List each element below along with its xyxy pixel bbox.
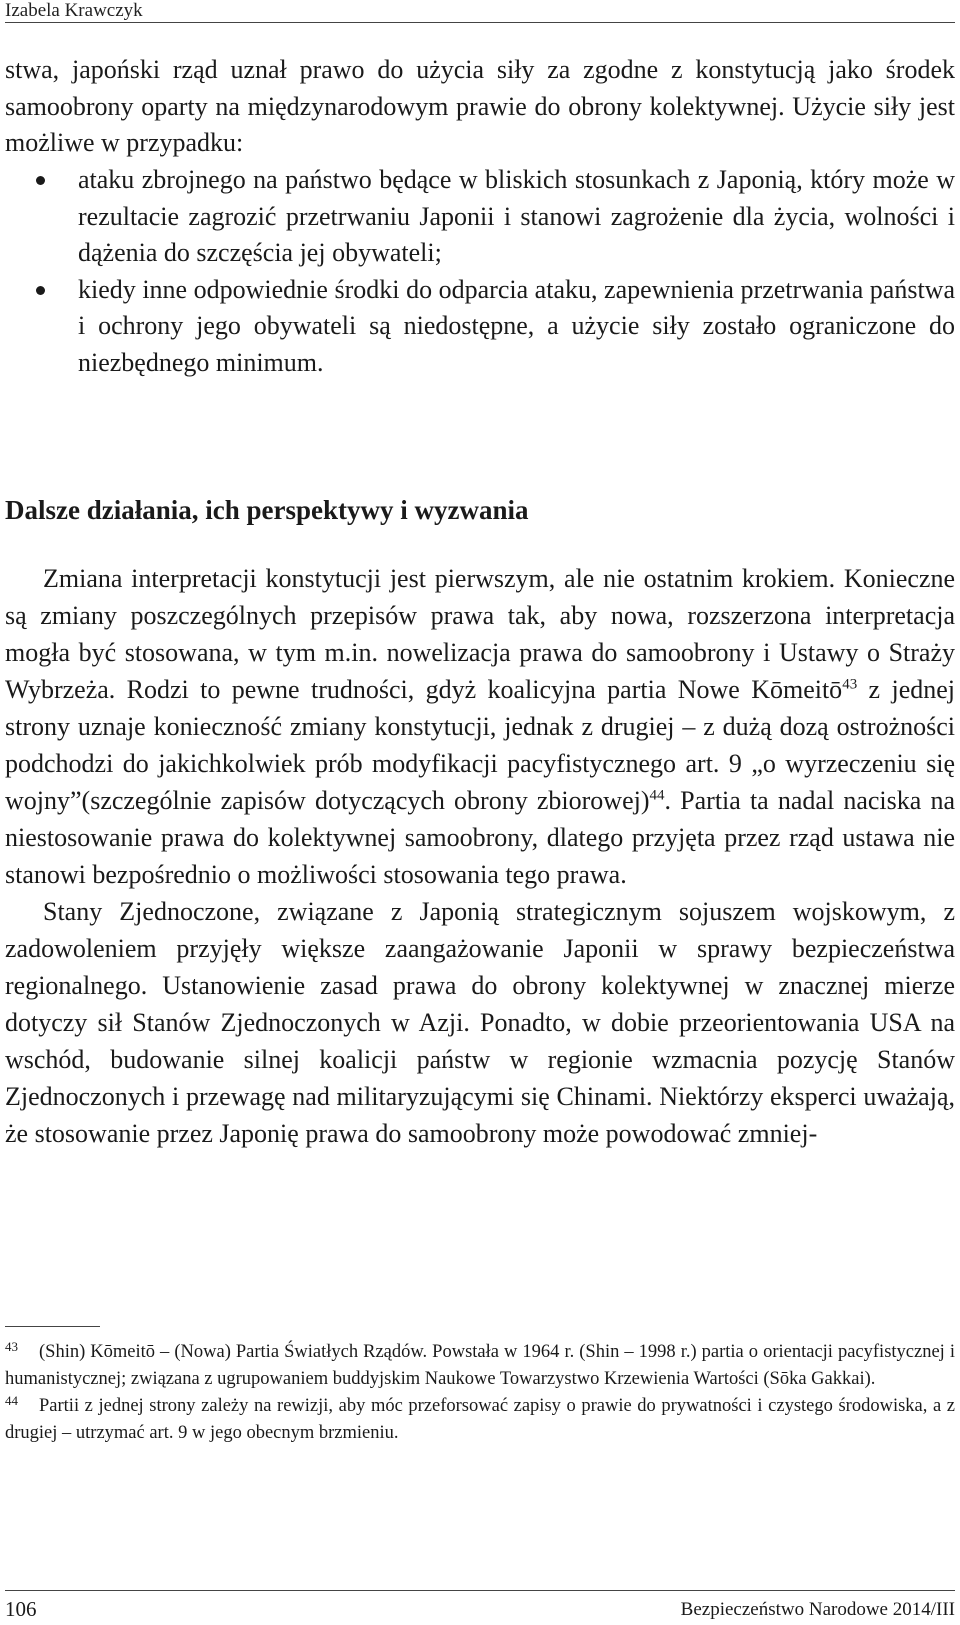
page-number: 106: [5, 1597, 37, 1621]
body-paragraph-1-part-b: z jednej strony uznaje konieczność zmiany konstytucji, jednak z drugiej – z dużą dozą ostrożności podchodzi do jakichkolwiek prób modyfikacji pacyfistycznego art. 9 „o wyrzeczeniu się wojny”(szczególnie zapisów dotyczących obrony zbiorowej): [5, 675, 955, 815]
footer-rule: [5, 1590, 955, 1591]
bullet-text: ataku zbrojnego na państwo będące w bliskich stosunkach z Japonią, który może w rezultacie zagrozić przetrwaniu Japonii i stanowi zagrożenie dla życia, wolności i dążenia do szczęścia jej obywateli;: [78, 165, 955, 267]
body-paragraph-2: Stany Zjednoczone, związane z Japonią strategicznym sojuszem wojskowym, z zadowoleniem przyjęły większe zaangażowanie Japonii w sprawy bezpieczeństwa regionalnego. Ustanowienie zasad prawa do obrony kolektywnej w znacznej mierze dotyczy sił Stanów Zjednoczonych w Azji. Ponadto, w dobie przeorientowania USA na wschód, budowanie silnej koalicji państw w regionie wzmacnia pozycję Stanów Zjednoczonych i przewagę nad militaryzującymi się Chinami. Niektórzy eksperci uważają, że stosowanie przez Japonię prawa do samoobrony może powodować zmniej-: [5, 897, 955, 1148]
footnote-text: (Shin) Kōmeitō – (Nowa) Partia Światłych Rządów. Powstała w 1964 r. (Shin – 1998 r.) partia o orientacji pacyfistycznej i humanistycznej; związana z ugrupowaniem buddyjskim Naukowe Towarzystwo Krzewienia Wartości (Sōka Gakkai).: [5, 1342, 955, 1389]
bullet-text: kiedy inne odpowiednie środki do odparcia ataku, zapewnienia przetrwania państwa i ochrony jego obywateli są niedostępne, a użycie siły zostało ograniczone do niezbędnego minimum.: [78, 274, 955, 377]
header-rule: [5, 22, 955, 23]
body-text: [5, 560, 955, 1152]
bullet-item: [5, 272, 955, 382]
bullet-list: [5, 162, 955, 381]
footnote-text: Partii z jednej strony zależy na rewizji, aby móc przeforsować zapisy o prawie do prywatności i czystego środowiska, a z drugiej – utrzymać art. 9 w jego obecnym brzmieniu.: [5, 1396, 955, 1443]
running-head-author: Izabela Krawczyk: [5, 0, 143, 21]
footnotes: [5, 1339, 955, 1447]
footnote-ref-44[interactable]: 44: [649, 787, 665, 804]
section-heading: Dalsze działania, ich perspektywy i wyzwania: [5, 495, 529, 525]
body-paragraph-1-part-c: . Partia ta nadal naciska na niestosowanie prawa do kolektywnej samoobrony, dlatego przyjęta przez rząd ustawa nie stanowi bezpośrednio o możliwości stosowania tego prawa.: [5, 786, 955, 889]
bullet-item: [5, 162, 955, 272]
journal-title: Bezpieczeństwo Narodowe 2014/III: [680, 1599, 955, 1620]
footnote-separator: [5, 1326, 100, 1327]
bullet-dot-icon: [36, 176, 45, 185]
footnote: 44 Partii z jednej strony zależy na rewizji, aby móc przeforsować zapisy o prawie do prywatności i czystego środowiska, a z drugiej – utrzymać art. 9 w jego obecnym brzmieniu.: [5, 1393, 955, 1443]
body-paragraph-1-part-a: Zmiana interpretacji konstytucji jest pierwszym, ale nie ostatnim krokiem. Konieczne są zmiany poszczególnych przepisów prawa tak, aby nowa, rozszerzona interpretacja mogła być stosowana, w tym m.in. nowelizacja prawa do samoobrony i Ustawy o Straży Wybrzeża. Rodzi to pewne trudności, gdyż koalicyjna partia Nowe Kōmeitō: [5, 564, 955, 704]
body-paragraph-1: [5, 560, 955, 893]
footnote-ref-43[interactable]: 43: [842, 676, 858, 693]
intro-paragraph: [5, 52, 955, 162]
footnote: 43 (Shin) Kōmeitō – (Nowa) Partia Światłych Rządów. Powstała w 1964 r. (Shin – 1998 r.) partia o orientacji pacyfistycznej i humanistycznej; związana z ugrupowaniem buddyjskim Naukowe Towarzystwo Krzewienia Wartości (Sōka Gakkai).: [5, 1339, 955, 1389]
intro-text: stwa, japoński rząd uznał prawo do użycia siły za zgodne z konstytucją jako środek samoobrony oparty na międzynarodowym prawie do obrony kolektywnej. Użycie siły jest możliwe w przypadku:: [5, 55, 955, 157]
bullet-dot-icon: [36, 286, 45, 295]
